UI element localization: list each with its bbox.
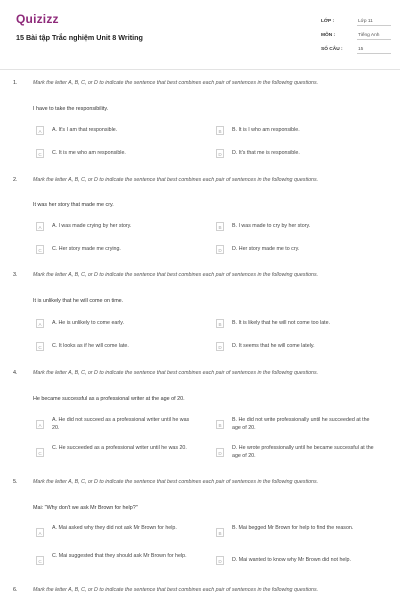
worksheet-header (0, 0, 400, 68)
quizizz-logo: Quizizz (16, 12, 59, 26)
option-letter-box: D (216, 245, 224, 254)
worksheet-meta (321, 14, 391, 56)
question-number: 6. (13, 587, 18, 593)
option-text: D. It seems that he will come lately. (232, 343, 315, 349)
option-letter-box: A (36, 222, 44, 231)
option-text: D. It's that me is responsible. (232, 150, 300, 156)
option-letter-box: A (36, 420, 44, 429)
question-number: 4. (13, 370, 18, 376)
question-instruction: Mark the letter A, B, C, or D to indicate the sentence that best combines each pair of sentences in the following questions. (33, 370, 319, 376)
option-letter-box: C (36, 342, 44, 351)
question-instruction: Mark the letter A, B, C, or D to indicate the sentence that best combines each pair of sentences in the following questions. (33, 272, 319, 278)
option-text: D. Mai wanted to know why Mr Brown did not help. (232, 557, 351, 563)
question-number: 5. (13, 479, 18, 485)
question-instruction: Mark the letter A, B, C, or D to indicate the sentence that best combines each pair of sentences in the following questions. (33, 587, 319, 593)
option-text: B. Mai begged Mr Brown for help to find the reason. (232, 525, 354, 531)
option-letter-box: A (36, 319, 44, 328)
option-text: A. He is unlikely to come early. (52, 320, 125, 326)
option-letter-box: C (36, 556, 44, 565)
meta-label: MÔN : (321, 32, 336, 38)
question-instruction: Mark the letter A, B, C, or D to indicate the sentence that best combines each pair of sentences in the following questions. (33, 177, 319, 183)
option-letter-box: C (36, 245, 44, 254)
option-letter-box: C (36, 448, 44, 457)
option-letter-box: B (216, 319, 224, 328)
question-number: 1. (13, 80, 18, 86)
meta-value: Tiếng Anh (358, 32, 380, 38)
option-text: A. He did not succeed as a professional writer until he was 20. (52, 417, 190, 431)
question-sentence: It was her story that made me cry. (33, 202, 114, 208)
option-text: C. Her story made me crying. (52, 246, 121, 252)
option-letter-box: B (216, 126, 224, 135)
option-letter-box: D (216, 149, 224, 158)
option-text: B. He did not write professionally until he succeeded at the age of 20. (232, 417, 370, 431)
meta-question-count (321, 42, 391, 56)
question-sentence: He became successful as a professional writer at the age of 20. (33, 396, 185, 402)
option-text: C. It is me who am responsible. (52, 150, 126, 156)
question-sentence: Mai: "Why don't we ask Mr Brown for help?" (33, 505, 138, 511)
meta-value: Lớp 11 (358, 18, 373, 24)
option-text: C. Mai suggested that they should ask Mr Brown for help. (52, 553, 187, 559)
option-text: A. Mai asked why they did not ask Mr Brown for help. (52, 525, 177, 531)
option-letter-box: A (36, 528, 44, 537)
option-letter-box: B (216, 420, 224, 429)
option-text: D. Her story made me to cry. (232, 246, 300, 252)
option-letter-box: D (216, 342, 224, 351)
question-sentence: It is unlikely that he will come on time. (33, 298, 124, 304)
option-text: A. I was made crying by her story. (52, 223, 132, 229)
option-text: B. I was made to cry by her story. (232, 223, 311, 229)
option-text: A. It's I am that responsible. (52, 127, 118, 133)
question-number: 2. (13, 177, 18, 183)
meta-label: SỐ CÂU : (321, 46, 343, 52)
option-text: B. It is I who am responsible. (232, 127, 300, 133)
header-divider (0, 69, 400, 70)
question-sentence: I have to take the responsibility. (33, 106, 109, 112)
meta-value: 15 (358, 46, 364, 52)
option-text: B. It is likely that he will not come too late. (232, 320, 331, 326)
meta-subject (321, 28, 391, 42)
option-letter-box: D (216, 448, 224, 457)
question-instruction: Mark the letter A, B, C, or D to indicate the sentence that best combines each pair of sentences in the following questions. (33, 479, 319, 485)
option-letter-box: D (216, 556, 224, 565)
question-instruction: Mark the letter A, B, C, or D to indicate the sentence that best combines each pair of sentences in the following questions. (33, 80, 319, 86)
option-text: C. It looks as if he will come late. (52, 343, 129, 349)
option-letter-box: B (216, 528, 224, 537)
meta-class (321, 14, 391, 28)
option-text: D. He wrote professionally until he became successful at the age of 20. (232, 445, 374, 459)
option-text: C. He succeeded as a professional writer until he was 20. (52, 445, 187, 451)
option-letter-box: C (36, 149, 44, 158)
option-letter-box: B (216, 222, 224, 231)
worksheet-title: 15 Bài tập Trắc nghiệm Unit 8 Writing (16, 33, 143, 42)
meta-label: LỚP : (321, 18, 335, 24)
question-number: 3. (13, 272, 18, 278)
option-letter-box: A (36, 126, 44, 135)
